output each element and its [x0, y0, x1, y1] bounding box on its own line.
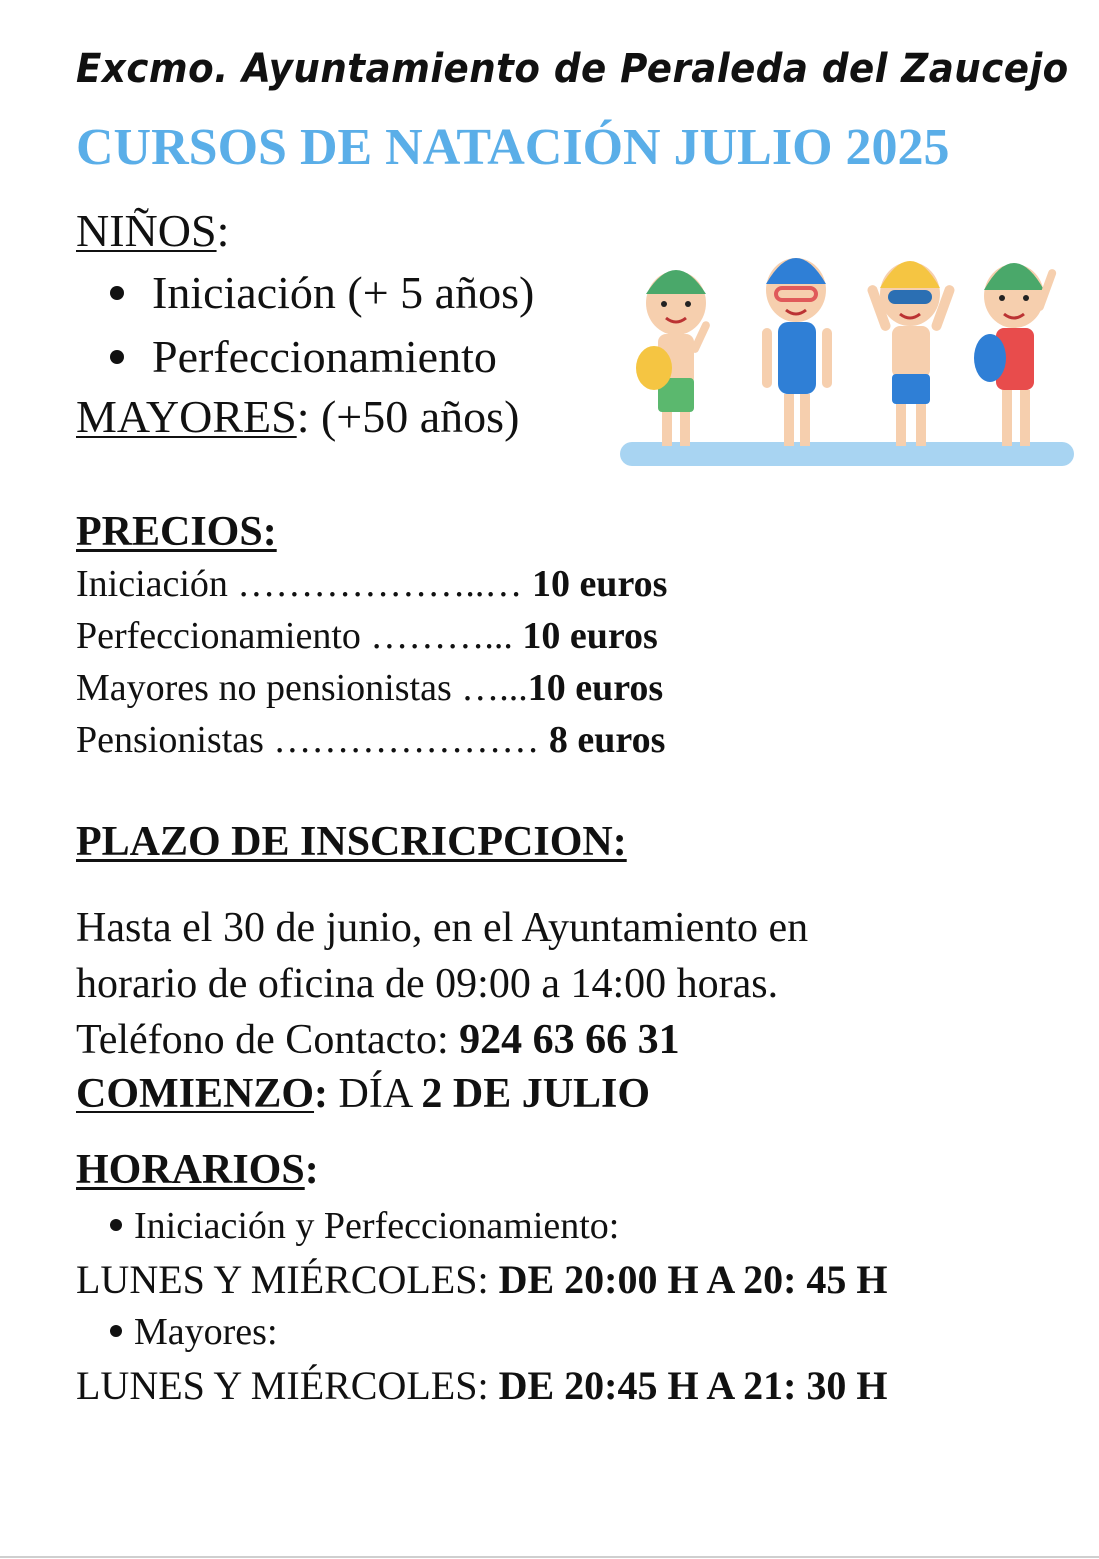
horario-time: DE 20:45 H A 21: 30 H [498, 1363, 888, 1408]
price-value: 8 euros [548, 719, 666, 761]
price-label: Iniciación ………………..… [76, 563, 532, 605]
horario-days: LUNES Y MIÉRCOLES: [76, 1257, 499, 1302]
bullet-icon [110, 1325, 122, 1337]
price-label: Pensionistas ………………… [76, 719, 549, 761]
ninos-item-2-text: Perfeccionamiento [152, 331, 497, 382]
price-value: 10 euros [522, 615, 658, 657]
ninos-heading [76, 204, 229, 257]
phone-label: Teléfono de Contacto: [76, 1017, 460, 1063]
precios-heading: PRECIOS: [76, 509, 277, 555]
ninos-label: NIÑOS [76, 205, 217, 256]
horario-group-2-name [110, 1310, 278, 1354]
bullet-icon [110, 286, 124, 300]
price-row-iniciacion [76, 562, 667, 606]
price-label: Perfeccionamiento ………... [76, 615, 523, 657]
page-bottom-divider [0, 1556, 1099, 1558]
child-4-figure [974, 263, 1057, 446]
price-row-perfeccionamiento [76, 614, 658, 658]
price-row-pensionistas [76, 718, 665, 762]
plazo-heading: PLAZO DE INSCRICPCION: [76, 819, 627, 865]
price-row-mayores [76, 666, 663, 710]
child-1-figure [636, 270, 711, 446]
comienzo-label: COMIENZO [76, 1071, 315, 1117]
horario-group-1-text: Iniciación y Perfeccionamiento: [134, 1205, 620, 1247]
price-value: 10 euros [531, 563, 668, 605]
horario-time: DE 20:00 H A 20: 45 H [498, 1257, 888, 1302]
child-2-figure [762, 258, 832, 446]
ninos-item-2 [110, 330, 497, 383]
phone-number: 924 63 66 31 [459, 1017, 680, 1063]
comienzo-colon: : [314, 1071, 329, 1117]
mayores-rest: : (+50 años) [296, 391, 520, 442]
bullet-icon [110, 1219, 122, 1231]
comienzo-day-prefix: DÍA [328, 1071, 422, 1117]
plazo-line-2: horario de oficina de 09:00 a 14:00 horas. [76, 961, 779, 1007]
organization-header: Excmo. Ayuntamiento de Peraleda del Zaucejo [76, 46, 1069, 92]
child-3-figure [866, 261, 956, 446]
horarios-label: HORARIOS [76, 1147, 305, 1193]
swimmers-illustration [612, 228, 1082, 478]
phone-line [76, 1016, 680, 1064]
horarios-heading [76, 1146, 319, 1194]
comienzo-line [76, 1070, 650, 1118]
plazo-line-1: Hasta el 30 de junio, en el Ayuntamiento en [76, 905, 809, 951]
horario-group-2-time [76, 1362, 888, 1409]
mayores-line [76, 390, 519, 443]
price-label: Mayores no pensionistas …... [76, 667, 528, 709]
bullet-icon [110, 350, 124, 364]
course-title: CURSOS DE NATACIÓN JULIO 2025 [76, 119, 950, 176]
horario-group-1-time [76, 1256, 888, 1303]
ninos-item-1 [110, 266, 534, 319]
ninos-item-1-text: Iniciación (+ 5 años) [152, 267, 535, 318]
horario-group-2-text: Mayores: [134, 1311, 278, 1353]
horario-days: LUNES Y MIÉRCOLES: [76, 1363, 499, 1408]
comienzo-date: 2 DE JULIO [421, 1071, 651, 1117]
ninos-colon: : [216, 205, 230, 256]
mayores-label: MAYORES [76, 391, 297, 442]
horarios-colon: : [304, 1147, 319, 1193]
price-value: 10 euros [527, 667, 664, 709]
horario-group-1-name [110, 1204, 619, 1248]
